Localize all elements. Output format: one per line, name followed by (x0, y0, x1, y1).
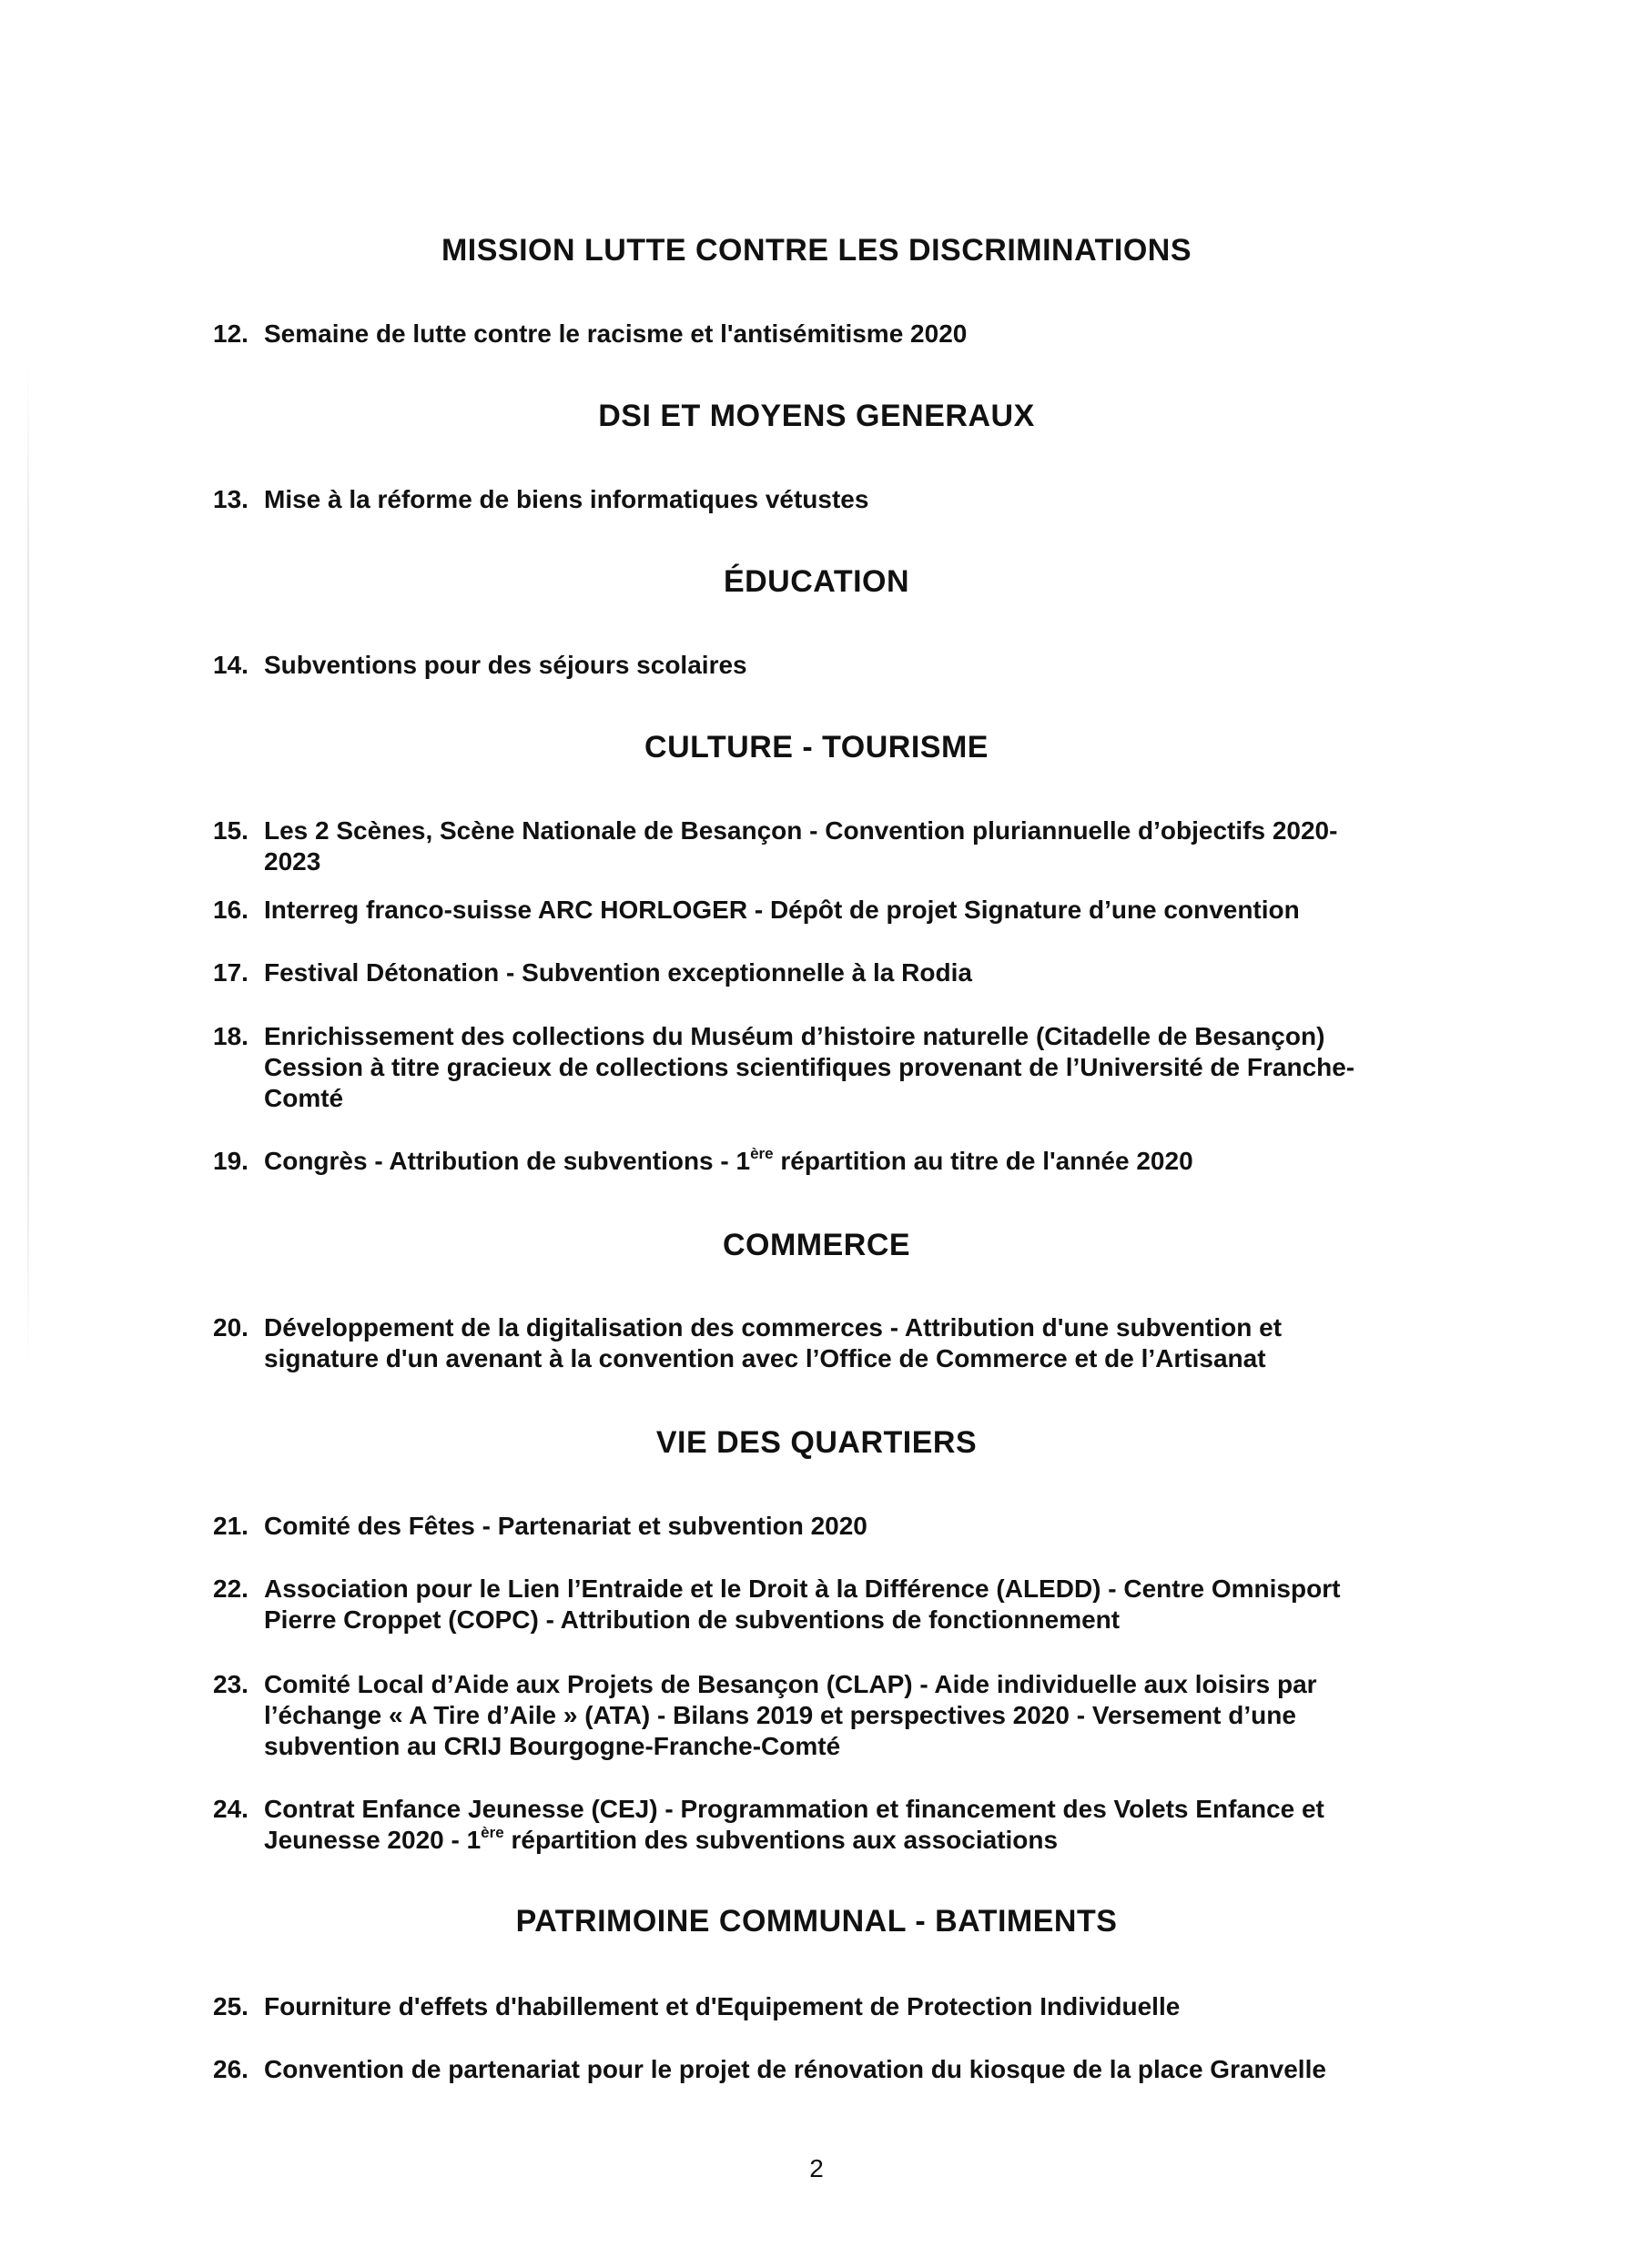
item-text-part-a: Congrès - Attribution de subventions - 1 (264, 1147, 751, 1175)
section-heading-culture: CULTURE - TOURISME (644, 730, 989, 764)
item-number: 16. (213, 896, 248, 924)
agenda-item-13 (213, 484, 1424, 515)
item-number: 18. (213, 1022, 248, 1050)
section-heading-vie-quartiers: VIE DES QUARTIERS (655, 1425, 978, 1460)
page-number: 2 (809, 2154, 824, 2182)
item-number: 26. (213, 2055, 248, 2083)
item-text-part-b: répartition des subventions aux associations (503, 1826, 1059, 1854)
agenda-item-12 (213, 319, 1424, 349)
item-text: Festival Détonation - Subvention exceptionnelle à la Rodia (264, 958, 972, 987)
section-heading-patrimoine: PATRIMOINE COMMUNAL - BATIMENTS (515, 1904, 1118, 1939)
item-number: 15. (213, 816, 248, 845)
item-number: 19. (213, 1147, 248, 1175)
section-heading-discriminations: MISSION LUTTE CONTRE LES DISCRIMINATIONS (441, 233, 1192, 268)
section-heading-dsi: DSI ET MOYENS GENERAUX (598, 399, 1035, 433)
agenda-item-23 (213, 1669, 1424, 1762)
item-text-line-3: Comté (264, 1084, 344, 1112)
item-text-line-1: Contrat Enfance Jeunesse (CEJ) - Programmation et financement des Volets Enfance et (264, 1795, 1324, 1823)
item-number: 22. (213, 1574, 248, 1603)
item-text-part-b: répartition au titre de l'année 2020 (773, 1147, 1193, 1175)
item-text: Interreg franco-suisse ARC HORLOGER - Dépôt de projet Signature d’une convention (264, 896, 1300, 924)
item-number: 17. (213, 958, 248, 987)
item-text-line-2: Cession à titre gracieux de collections scientifiques provenant de l’Université de Franche- (264, 1053, 1355, 1081)
agenda-item-16 (213, 895, 1424, 926)
item-number: 20. (213, 1313, 248, 1342)
item-text: Semaine de lutte contre le racisme et l'antisémitisme 2020 (264, 319, 968, 348)
item-number: 13. (213, 485, 248, 513)
agenda-item-17 (213, 957, 1424, 988)
item-text-line-2: Pierre Croppet (COPC) - Attribution de subventions de fonctionnement (264, 1605, 1121, 1634)
agenda-item-21 (213, 1511, 1424, 1542)
item-text: Fourniture d'effets d'habillement et d'Equipement de Protection Individuelle (264, 1992, 1181, 2020)
item-number: 25. (213, 1992, 248, 2020)
item-text: Convention de partenariat pour le projet de rénovation du kiosque de la place Granvelle (264, 2055, 1326, 2083)
agenda-item-14 (213, 650, 1424, 681)
item-text-part-a: Jeunesse 2020 - 1 (264, 1826, 482, 1854)
agenda-item-25 (213, 1991, 1424, 2022)
item-number: 24. (213, 1795, 248, 1823)
item-text-line-3: subvention au CRIJ Bourgogne-Franche-Comté (264, 1732, 841, 1760)
agenda-item-24 (213, 1794, 1424, 1856)
agenda-item-26 (213, 2054, 1424, 2085)
agenda-item-15 (213, 815, 1424, 877)
item-text: Mise à la réforme de biens informatiques vétustes (264, 485, 869, 513)
item-text-line-1: Les 2 Scènes, Scène Nationale de Besançon - Convention pluriannuelle d’objectifs 2020- (264, 816, 1338, 845)
section-heading-education: ÉDUCATION (723, 564, 910, 599)
item-text: Comité des Fêtes - Partenariat et subvention 2020 (264, 1512, 867, 1540)
item-text-line-1: Association pour le Lien l’Entraide et le Droit à la Différence (ALEDD) - Centre Omnisport (264, 1574, 1341, 1603)
item-text: Subventions pour des séjours scolaires (264, 651, 747, 679)
item-text-line-2 (213, 1825, 1424, 1856)
item-text (213, 1146, 1424, 1177)
agenda-item-22 (213, 1574, 1424, 1635)
item-number: 23. (213, 1670, 248, 1698)
ordinal-superscript: ère (750, 1144, 774, 1162)
agenda-item-19 (213, 1146, 1424, 1177)
item-number: 14. (213, 651, 248, 679)
scan-edge-mark (27, 364, 29, 1365)
item-number: 21. (213, 1512, 248, 1540)
item-text-line-1: Enrichissement des collections du Muséum d’histoire naturelle (Citadelle de Besançon) (264, 1022, 1325, 1050)
item-text-line-1: Développement de la digitalisation des commerces - Attribution d'une subvention et (264, 1313, 1283, 1342)
item-text-line-2: 2023 (264, 847, 321, 876)
item-number: 12. (213, 319, 248, 348)
item-text-line-1: Comité Local d’Aide aux Projets de Besançon (CLAP) - Aide individuelle aux loisirs par (264, 1670, 1317, 1698)
ordinal-superscript: ère (481, 1823, 504, 1841)
agenda-item-20 (213, 1312, 1424, 1374)
section-heading-commerce: COMMERCE (722, 1228, 911, 1262)
agenda-item-18 (213, 1021, 1424, 1114)
item-text-line-2: l’échange « A Tire d’Aile » (ATA) - Bilans 2019 et perspectives 2020 - Versement d’une (264, 1701, 1296, 1729)
item-text-line-2: signature d'un avenant à la convention avec l’Office de Commerce et de l’Artisanat (264, 1344, 1266, 1372)
